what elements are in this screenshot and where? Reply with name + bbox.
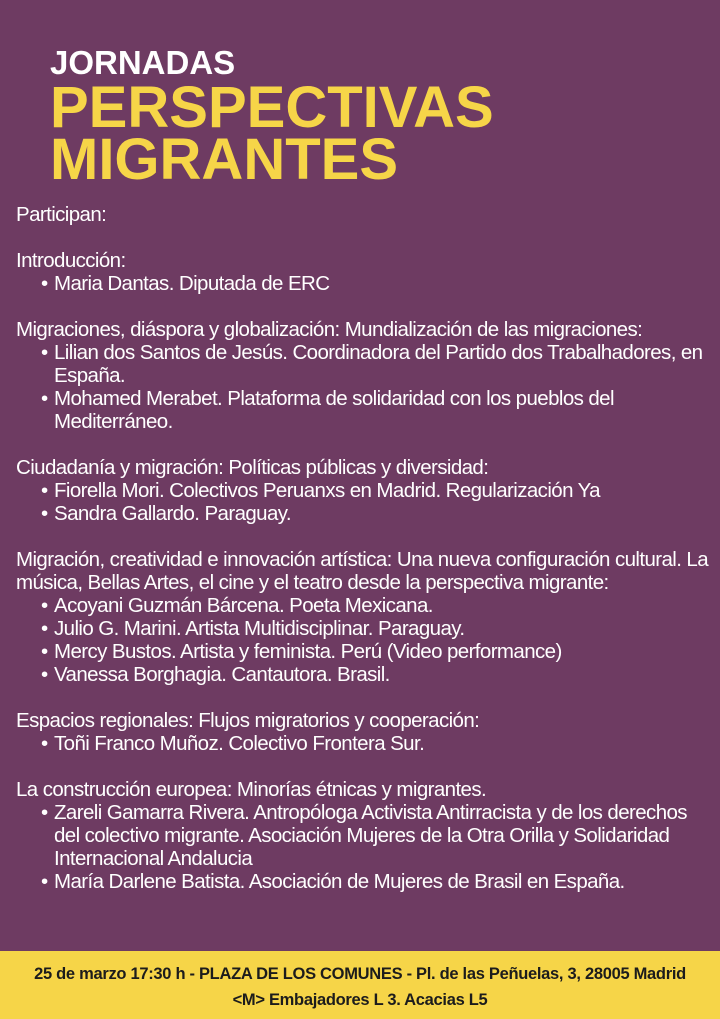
section-title: Migración, creatividad e innovación artística: Una nueva configuración cultural. La música, Bellas Artes, el cine y el teatro desde la perspectiva migrante: [16,548,709,594]
participant-list [16,341,711,433]
participant-item: • Maria Dantas. Diputada de ERC [16,272,711,295]
program-section [16,249,711,295]
transport-info: <M> Embajadores L 3. Acacias L5 [232,991,488,1009]
section-title: La construcción europea: Minorías étnicas y migrantes. [16,778,487,801]
section-title: Espacios regionales: Flujos migratorios y cooperación: [16,709,480,732]
event-type-label: JORNADAS [50,44,236,81]
participant-list [16,594,711,686]
participant-list [16,801,711,893]
title-line-2: MIGRANTES [50,127,398,192]
participants-label: Participan: [16,203,107,226]
participant-item: • María Darlene Batista. Asociación de Mujeres de Brasil en España. [16,870,711,893]
participant-list [16,272,711,295]
event-details: 25 de marzo 17:30 h - PLAZA DE LOS COMUNES - Pl. de las Peñuelas, 3, 28005 Madrid [34,965,686,983]
program-section [16,456,711,525]
title-line-1: PERSPECTIVAS [50,75,494,140]
program-section [16,318,711,433]
participant-item: • Sandra Gallardo. Paraguay. [16,502,711,525]
participant-item: • Vanessa Borghagia. Cantautora. Brasil. [16,663,711,686]
participant-item: • Mohamed Merabet. Plataforma de solidaridad con los pueblos del Mediterráneo. [16,387,711,433]
participant-item: • Zareli Gamarra Rivera. Antropóloga Activista Antirracista y de los derechos del colectivo migrante. Asociación Mujeres de la Otra Orilla y Solidaridad Internacional Andalucia [16,801,711,870]
participant-item: • Lilian dos Santos de Jesús. Coordinadora del Partido dos Trabalhadores, en España. [16,341,711,387]
participant-item: • Toñi Franco Muñoz. Colectivo Frontera Sur. [16,732,711,755]
section-title: Ciudadanía y migración: Políticas públicas y diversidad: [16,456,489,479]
header [50,44,494,192]
participant-item: • Fiorella Mori. Colectivos Peruanxs en Madrid. Regularización Ya [16,479,711,502]
section-title: Migraciones, diáspora y globalización: Mundialización de las migraciones: [16,318,643,341]
participant-item: • Mercy Bustos. Artista y feminista. Perú (Video performance) [16,640,711,663]
participant-item: • Julio G. Marini. Artista Multidisciplinar. Paraguay. [16,617,711,640]
program-section [16,548,711,686]
footer-banner [0,951,720,1019]
participant-item: • Acoyani Guzmán Bárcena. Poeta Mexicana. [16,594,711,617]
section-title: Introducción: [16,249,126,272]
program-section [16,778,711,893]
program-section [16,709,711,755]
participant-list [16,479,711,525]
participant-list [16,732,711,755]
program-content [16,203,711,916]
